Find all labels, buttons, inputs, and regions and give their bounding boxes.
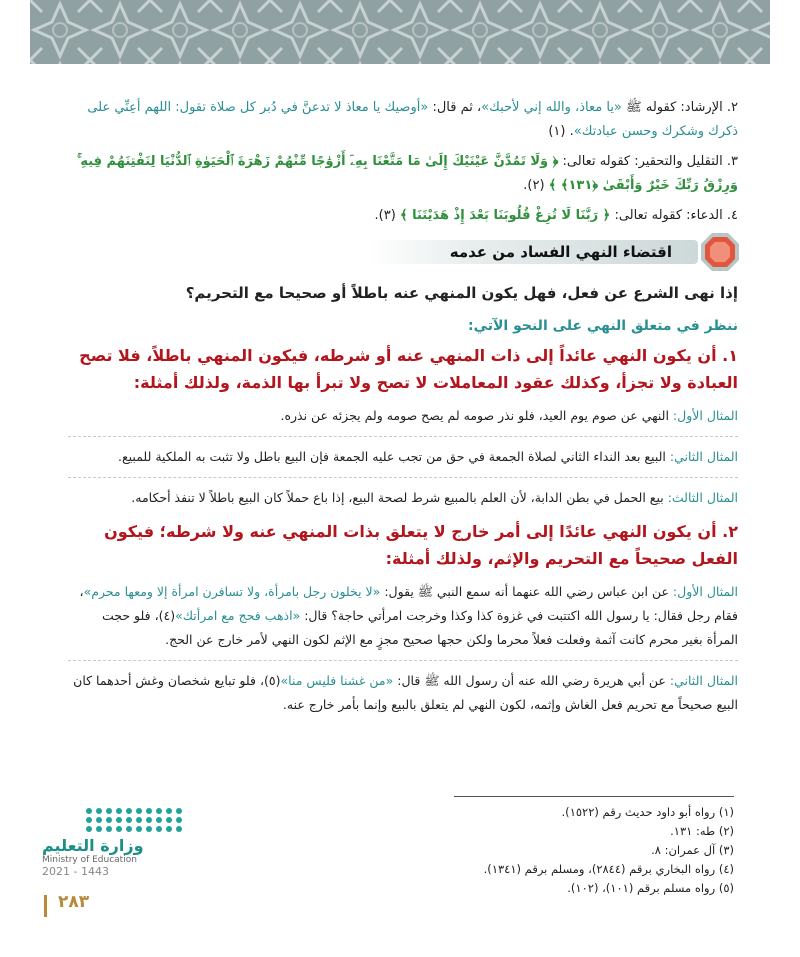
question-text: إذا نهى الشرع عن فعل، فهل يكون المنهي عنه باطلاً أو صحيحا مع التحريم؟ — [185, 284, 738, 302]
ministry-logo — [42, 808, 162, 878]
case1-example-1: المثال الأول: النهي عن صوم يوم العيد، فلو نذر صومه لم يصح صومه ولم يجزئه عن نذره. — [280, 408, 738, 423]
ministry-name-ar: وزارة التعليم — [42, 836, 144, 855]
quran-verse: ﴿ وَلَا تَمُدَّنَّ عَيْنَيْكَ إِلَىٰ مَا مَتَّعْنَا بِهِۦٓ أَزْوَٰجًا مِّنْهُمْ زَهْرَةَ ٱلْحَيَوٰةِ ٱلدُّنْيَا لِنَفْتِنَهُمْ فِيهِ ۚ وَرِزْقُ رَبِّكَ خَيْرٌ وَأَبْقَىٰ ﴿١٣١﴾ ﴾ — [77, 154, 738, 193]
page-number: ٢٨٣ — [58, 892, 90, 912]
footnote-item: (٥) رواه مسلم برقم (١٠١)، (١٠٢). — [567, 881, 734, 895]
ministry-name-en: Ministry of Education — [42, 855, 137, 865]
footnote-item: (١) رواه أبو داود حديث رقم (١٥٢٢). — [561, 805, 734, 819]
footnote-item: (٣) آل عمران: ٨. — [651, 843, 734, 857]
footnote-item: (٢) طه: ١٣١. — [670, 824, 734, 838]
section-title: اقتضاء النهي الفساد من عدمه — [449, 243, 672, 261]
case-two: ٢. أن يكون النهي عائدًا إلى أمر خارج لا يتعلق بذات المنهي عنه ولا شرطه؛ فيكون الفعل صحيحاً مع التحريم والإثم، ولذلك أمثلة: — [104, 522, 738, 568]
logo-dots-icon — [86, 808, 162, 832]
edition-year: 2021 - 1443 — [42, 865, 109, 878]
main-content — [68, 96, 738, 725]
divider — [68, 477, 738, 478]
paragraph-irshad: ٢. الإرشاد: كقوله ﷺ «يا معاذ، والله إني لأحبك»، ثم قال: «أوصيك يا معاذ لا تدعنَّ في دُبر كل صلاة تقول: اللهم أعِنِّي على ذكرك وشكرك وحسن عبادتك». (١) — [87, 100, 738, 139]
case2-example-2: المثال الثاني: عن أبي هريرة رضي الله عنه أن رسول الله ﷺ قال: «من غشنا فليس منا»(٥)، فلو تبايع شخصان وغش أحدهما كان البيع صحيحاً مع تحريم فعل الغاش وإثمه، لكون النهي لم يتعلق بالبيع وإنما بأمر خارج عنه. — [73, 673, 738, 712]
footnotes — [330, 796, 734, 898]
paragraph-dua: ٤. الدعاء: كقوله تعالى: ﴿ رَبَّنَا لَا تُزِغْ قُلُوبَنَا بَعْدَ إِذْ هَدَيْتَنَا ﴾ (٣). — [374, 208, 738, 223]
divider — [68, 436, 738, 437]
case1-example-3: المثال الثالث: بيع الحمل في بطن الدابة، لأن العلم بالمبيع شرط لصحة البيع، إذا باع حملاً كان البيع باطلاً لا تنفذ أحكامه. — [131, 490, 738, 505]
section-heading — [68, 234, 738, 268]
paragraph-taqlil: ٣. التقليل والتحقير: كقوله تعالى: ﴿ وَلَا تَمُدَّنَّ عَيْنَيْكَ إِلَىٰ مَا مَتَّعْنَا بِهِۦٓ أَزْوَٰجًا مِّنْهُمْ زَهْرَةَ ٱلْحَيَوٰةِ ٱلدُّنْيَا لِنَفْتِنَهُمْ فِيهِ ۚ وَرِزْقُ رَبِّكَ خَيْرٌ وَأَبْقَىٰ ﴿١٣١﴾ ﴾ (٢). — [77, 154, 738, 193]
footnote-item: (٤) رواه البخاري برقم (٢٨٤٤)، ومسلم برقم (١٣٤١). — [483, 862, 734, 876]
octagon-icon — [700, 232, 740, 272]
case-one: ١. أن يكون النهي عائداً إلى ذات المنهي عنه أو شرطه، فيكون المنهي باطلاً، فلا تصح العبادة ولا تجزأ، وكذلك عقود المعاملات لا تصح ولا تبرأ بها الذمة، ولذلك أمثلة: — [79, 346, 738, 392]
quran-verse: ﴿ رَبَّنَا لَا تُزِغْ قُلُوبَنَا بَعْدَ إِذْ هَدَيْتَنَا ﴾ — [399, 208, 611, 223]
case1-example-2: المثال الثاني: البيع بعد النداء الثاني لصلاة الجمعة في حق من تجب عليه الجمعة فإن البيع باطل ولا تثبت به الملكية للمبيع. — [118, 449, 738, 464]
footnote-rule — [454, 796, 734, 797]
subheading: ننظر في متعلق النهي على النحو الآتي: — [467, 318, 738, 334]
decorative-banner — [30, 0, 770, 64]
divider — [68, 660, 738, 661]
case2-example-1: المثال الأول: عن ابن عباس رضي الله عنهما أنه سمع النبي ﷺ يقول: «لا يخلون رجل بامرأة، ولا تسافرن امرأة إلا ومعها محرم»، فقام رجل فقال: يا رسول الله اكتتبت في غزوة كذا وكذا وخرجت امرأتي حاجة؟ قال: «اذهب فحج مع امرأتك»(٤)، فلو حجت المرأة بغير محرم كانت آثمة وفعلت فعلاً محرما ولكن حجها صحيح مجزٍ مع الإثم لكون النهي لأمر خارج عن الحج. — [79, 584, 738, 647]
